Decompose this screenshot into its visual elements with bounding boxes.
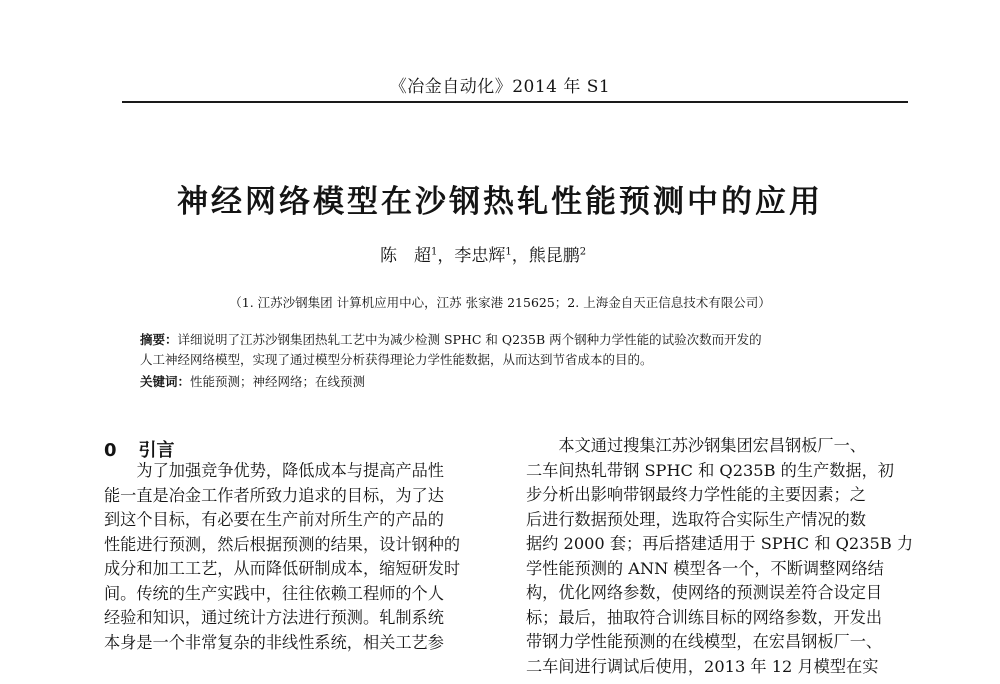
author-affiliation-mark: 1 [505, 246, 512, 258]
author-affiliation-mark: 2 [579, 246, 587, 258]
body-line: 带钢力学性能预测的在线模型，在宏昌钢板厂一、 [526, 632, 883, 651]
body-line: 二车间热轧带钢 SPHC 和 Q235B 的生产数据，初 [526, 460, 894, 480]
body-line: 性能进行预测，然后根据预测的结果，设计钢种的 [104, 534, 461, 554]
abstract [140, 330, 900, 392]
left-column [104, 459, 494, 684]
abstract-text: 详细说明了江苏沙钢集团热轧工艺中为减少检测 SPHC 和 Q235B 两个钢种力学性能的试验次数而开发的 [177, 332, 762, 347]
author-name: 陈 超 [380, 246, 431, 266]
author-name: 李忠辉 [454, 246, 506, 266]
body-line: 为了加强竞争优势，降低成本与提高产品性 [136, 461, 444, 480]
body-line: 本身是一个非常复杂的非线性系统，相关工艺参 [104, 632, 444, 652]
body-line: 学性能预测的 ANN 模型各一个，不断调整网络结 [526, 558, 884, 578]
body-line: 本文通过搜集江苏沙钢集团宏昌钢板厂一、 [558, 436, 866, 455]
body-line: 到这个目标，有必要在生产前对所生产的产品的 [104, 510, 444, 529]
body-line: 标；最后，抽取符合训练目标的网络参数，开发出 [526, 607, 883, 627]
keywords-line [140, 372, 900, 392]
keywords-label: 关键词： [140, 374, 191, 389]
section-number: 0 [104, 440, 117, 461]
body-line: 能一直是冶金工作者所致力追求的目标，为了达 [104, 485, 444, 505]
author-list [380, 241, 586, 266]
author-name: 熊昆鹏 [528, 246, 580, 266]
body-line: 后进行数据预处理，选取符合实际生产情况的数 [526, 509, 866, 529]
header-rule [122, 101, 908, 103]
body-line: 间。传统的生产实践中，往往依赖工程师的个人 [104, 583, 444, 603]
author-affiliation-mark: 1 [431, 246, 438, 258]
abstract-label: 摘要： [140, 332, 178, 347]
paper-title: 神经网络模型在沙钢热轧性能预测中的应用 [177, 184, 823, 220]
section-title: 引言 [138, 440, 175, 461]
body-line: 构，优化网络参数，使网络的预测误差符合设定目 [526, 583, 883, 602]
affiliation: （1. 江苏沙钢集团 计算机应用中心，江苏 张家港 215625；2. 上海金自天正信息技术有限公司） [229, 295, 771, 310]
body-line: 二车间进行调试后使用，2013 年 12 月模型在实 [526, 656, 879, 676]
body-line: 步分析出影响带钢最终力学性能的主要因素；之 [526, 485, 866, 504]
author-separator: ， [511, 246, 529, 266]
author-separator: ， [437, 246, 455, 266]
abstract-line-1 [140, 330, 900, 350]
body-line: 成分和加工工艺，从而降低研制成本，缩短研发时 [104, 559, 461, 578]
right-column [526, 434, 916, 684]
body-line: 据约 2000 套；再后搭建适用于 SPHC 和 Q235B 力 [526, 534, 914, 553]
abstract-line-2: 人工神经网络模型，实现了通过模型分析获得理论力学性能数据，从而达到节省成本的目的。 [140, 352, 653, 367]
journal-header: 《冶金自动化》2014 年 S1 [389, 77, 611, 97]
keywords-text: 性能预测；神经网络；在线预测 [190, 374, 366, 389]
body-line: 经验和知识，通过统计方法进行预测。轧制系统 [104, 608, 444, 627]
